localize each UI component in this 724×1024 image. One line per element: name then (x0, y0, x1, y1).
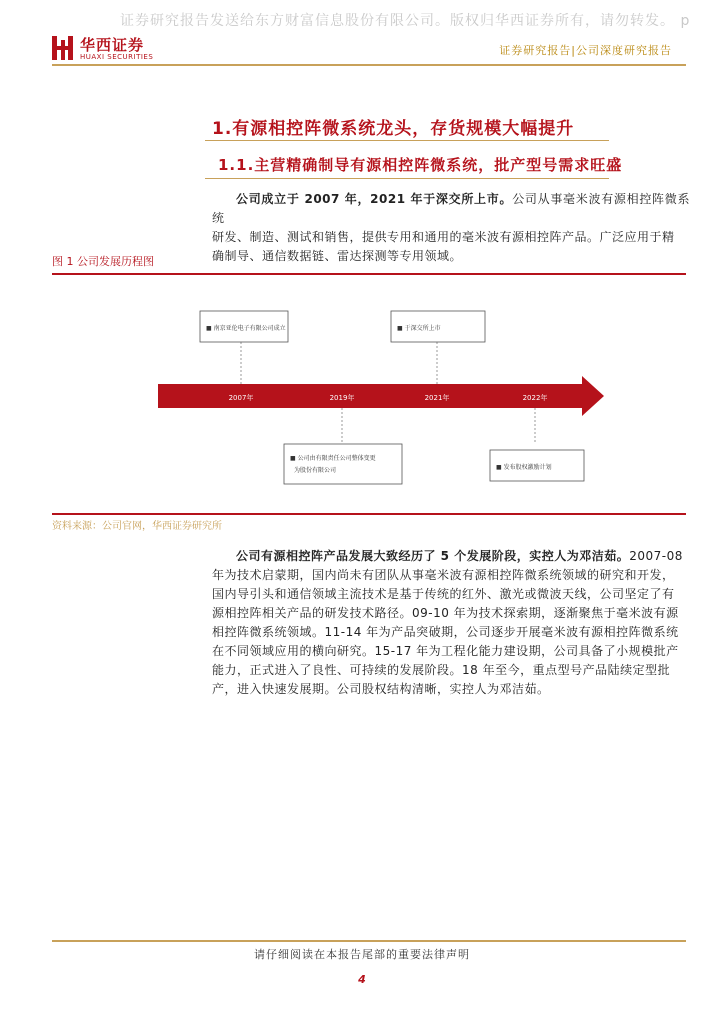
body-line-5: 在不同领域应用的横向研究。15-17 年为工程化能力建设期，公司具备了小规模批产 (212, 644, 679, 658)
event-text-2007: ■ 南京亚伦电子有限公司成立 (206, 325, 286, 332)
page-number: 4 (358, 973, 366, 986)
figure-title: 图 1 公司发展历程图 (52, 255, 154, 268)
body-line-3: 源相控阵相关产品的研发技术路径。09-10 年为技术探索期，逐渐聚焦于毫米波有源 (212, 606, 679, 620)
footer-rule (52, 940, 686, 942)
section-heading-1-1: 1.1.主营精确制导有源相控阵微系统，批产型号需求旺盛 (218, 156, 623, 174)
body-line-7: 产，进入快速发展期。公司股权结构清晰，实控人为邓洁茹。 (212, 682, 550, 696)
intro-line-1: 研发、制造、测试和销售，提供专用和通用的毫米波有源相控阵产品。广泛应用于精 (212, 230, 675, 244)
body-bold: 公司有源相控阵产品发展大致经历了 5 个发展阶段，实控人为邓洁茹。 (236, 549, 630, 563)
timeline-figure (52, 276, 686, 512)
body-line-6: 能力，正式进入了良性、可持续的发展阶段。18 年至今，重点型号产品陆续定型批 (212, 663, 671, 677)
figure-source: 资料来源：公司官网，华西证券研究所 (52, 521, 222, 532)
logo-en: HUAXI SECURITIES (80, 53, 154, 61)
figure-top-rule (52, 273, 686, 275)
report-type: 证券研究报告|公司深度研究报告 (499, 44, 672, 57)
body-line-0: 2007-08 (629, 549, 683, 563)
intro-bold: 公司成立于 2007 年，2021 年于深交所上市。 (236, 192, 513, 206)
intro-paragraph (212, 190, 690, 266)
event-text-2021: ■ 于深交所上市 (397, 325, 441, 332)
logo-cn: 华西证券 (80, 36, 145, 54)
event-text-2019-line1: ■ 公司由有限责任公司整体变更 (290, 455, 376, 462)
watermark-text: 证券研究报告发送给东方财富信息股份有限公司。版权归华西证券所有，请勿转发。 p (120, 13, 691, 29)
event-text-2019-line2: 为股份有限公司 (294, 467, 337, 474)
heading-2-underline (205, 178, 609, 179)
body-line-1: 年为技术启蒙期，国内尚未有团队从事毫米波有源相控阵微系统领域的研究和开发， (212, 568, 675, 582)
body-line-4: 相控阵微系统领域。11-14 年为产品突破期，公司逐步开展毫米波有源相控阵微系统 (212, 625, 679, 639)
header-rule (52, 64, 686, 66)
intro-line-0: 公司从事毫米波有源相控阵微系统 (212, 192, 690, 225)
body-paragraph (212, 547, 690, 699)
year-label-2022: 2022年 (522, 394, 548, 402)
footer-disclaimer: 请仔细阅读在本报告尾部的重要法律声明 (254, 948, 470, 961)
year-label-2019: 2019年 (329, 394, 355, 402)
event-text-2022: ■ 发布股权激励计划 (496, 464, 552, 471)
figure-bottom-rule (52, 513, 686, 515)
year-label-2007: 2007年 (228, 394, 254, 402)
event-box-2019 (284, 444, 402, 484)
section-heading-1: 1.有源相控阵微系统龙头，存货规模大幅提升 (212, 119, 575, 139)
intro-line-2: 确制导、通信数据链、雷达探测等专用领域。 (212, 249, 463, 263)
body-line-2: 国内导引头和通信领域主流技术是基于传统的红外、激光或微波天线，公司坚定了有 (212, 587, 675, 601)
heading-1-underline (205, 140, 609, 141)
year-label-2021: 2021年 (424, 394, 450, 402)
huaxi-logo-icon (52, 36, 74, 60)
